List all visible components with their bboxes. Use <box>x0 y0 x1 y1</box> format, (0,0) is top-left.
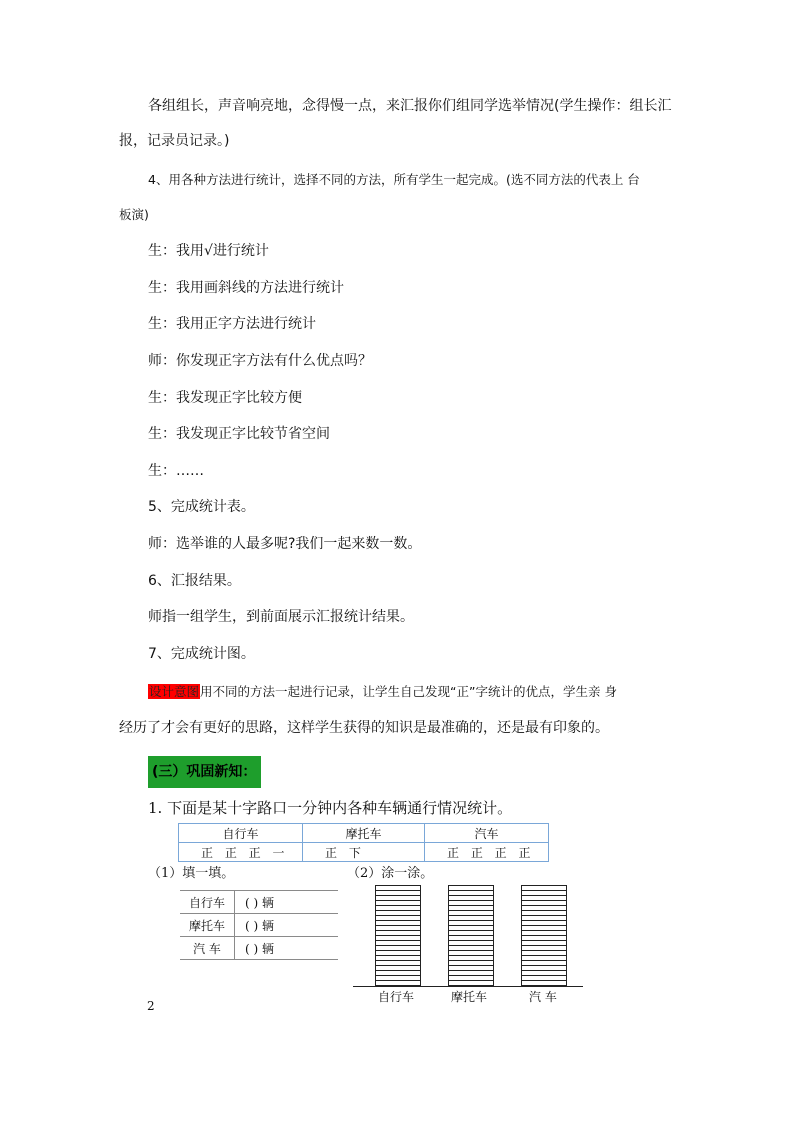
step4-line2: 板演) <box>119 207 149 222</box>
tally-cell: 正 正 正 一 <box>179 843 303 862</box>
design-intent-text: 用不同的方法一起进行记录，让学生自己发现“正”字统计的优点，学生亲 身 <box>200 684 617 699</box>
design-intent-label: 设计意图 <box>149 684 200 699</box>
step7-heading: 7、完成统计图。 <box>148 646 255 662</box>
fill-row-name: 自行车 <box>180 891 235 914</box>
dialogue-line: 生：…… <box>148 463 204 479</box>
exercise-title: 1. 下面是某十字路口一分钟内各种车辆通行情况统计。 <box>148 799 513 817</box>
fill-row-blank[interactable]: ( ) 辆 <box>235 891 339 914</box>
paint-bar-bicycle[interactable] <box>375 885 421 986</box>
tally-header: 摩托车 <box>303 824 425 843</box>
next-exercise-number: 2 <box>147 999 155 1013</box>
bar-label: 摩托车 <box>451 990 488 1004</box>
tally-table <box>178 823 549 862</box>
tally-cell: 正 下 <box>303 843 425 862</box>
tally-header: 汽车 <box>425 824 549 843</box>
paint-bar-motorcycle[interactable] <box>448 885 494 986</box>
dialogue-line: 师：你发现正字方法有什么优点吗？ <box>148 353 372 369</box>
fill-title: （1）填一填。 <box>148 866 235 881</box>
paint-title: （2）涂一涂。 <box>347 866 434 881</box>
step5-heading: 5、完成统计表。 <box>148 499 255 515</box>
paragraph-report-line1: 各组组长，声音响亮地，念得慢一点，来汇报你们组同学选举情况(学生操作：组长汇 <box>148 98 672 114</box>
dialogue-line: 生：我发现正字比较方便 <box>148 390 302 406</box>
fill-row-name: 摩托车 <box>180 914 235 937</box>
dialogue-line: 师：选举谁的人最多呢?我们一起来数一数。 <box>148 536 422 552</box>
paint-bar-car[interactable] <box>521 885 567 986</box>
dialogue-line: 生：我用正字方法进行统计 <box>148 316 316 332</box>
bar-baseline <box>353 986 583 987</box>
bar-label: 汽 车 <box>529 990 557 1004</box>
fill-table <box>180 890 338 960</box>
fill-row-blank[interactable]: ( ) 辆 <box>235 914 339 937</box>
tally-cell: 正 正 正 正 <box>425 843 549 862</box>
paragraph-report-line2: 报，记录员记录。) <box>119 133 230 149</box>
dialogue-line: 生：我发现正字比较节省空间 <box>148 426 330 442</box>
step4-line1: 4、用各种方法进行统计，选择不同的方法，所有学生一起完成。(选不同方法的代表上 台 <box>148 172 640 187</box>
tally-header: 自行车 <box>179 824 303 843</box>
bar-label: 自行车 <box>378 990 415 1004</box>
step6-heading: 6、汇报结果。 <box>148 573 241 589</box>
design-intent-line2: 经历了才会有更好的思路，这样学生获得的知识是最准确的，还是最有印象的。 <box>119 720 609 736</box>
dialogue-line: 生：我用画斜线的方法进行统计 <box>148 280 344 296</box>
fill-row-blank[interactable]: ( ) 辆 <box>235 937 339 960</box>
dialogue-line: 师指一组学生，到前面展示汇报统计结果。 <box>148 609 414 625</box>
section-title: (三）巩固新知： <box>148 756 261 788</box>
dialogue-line: 生：我用√进行统计 <box>148 243 269 259</box>
fill-row-name: 汽 车 <box>180 937 235 960</box>
design-intent-line1 <box>148 682 617 702</box>
